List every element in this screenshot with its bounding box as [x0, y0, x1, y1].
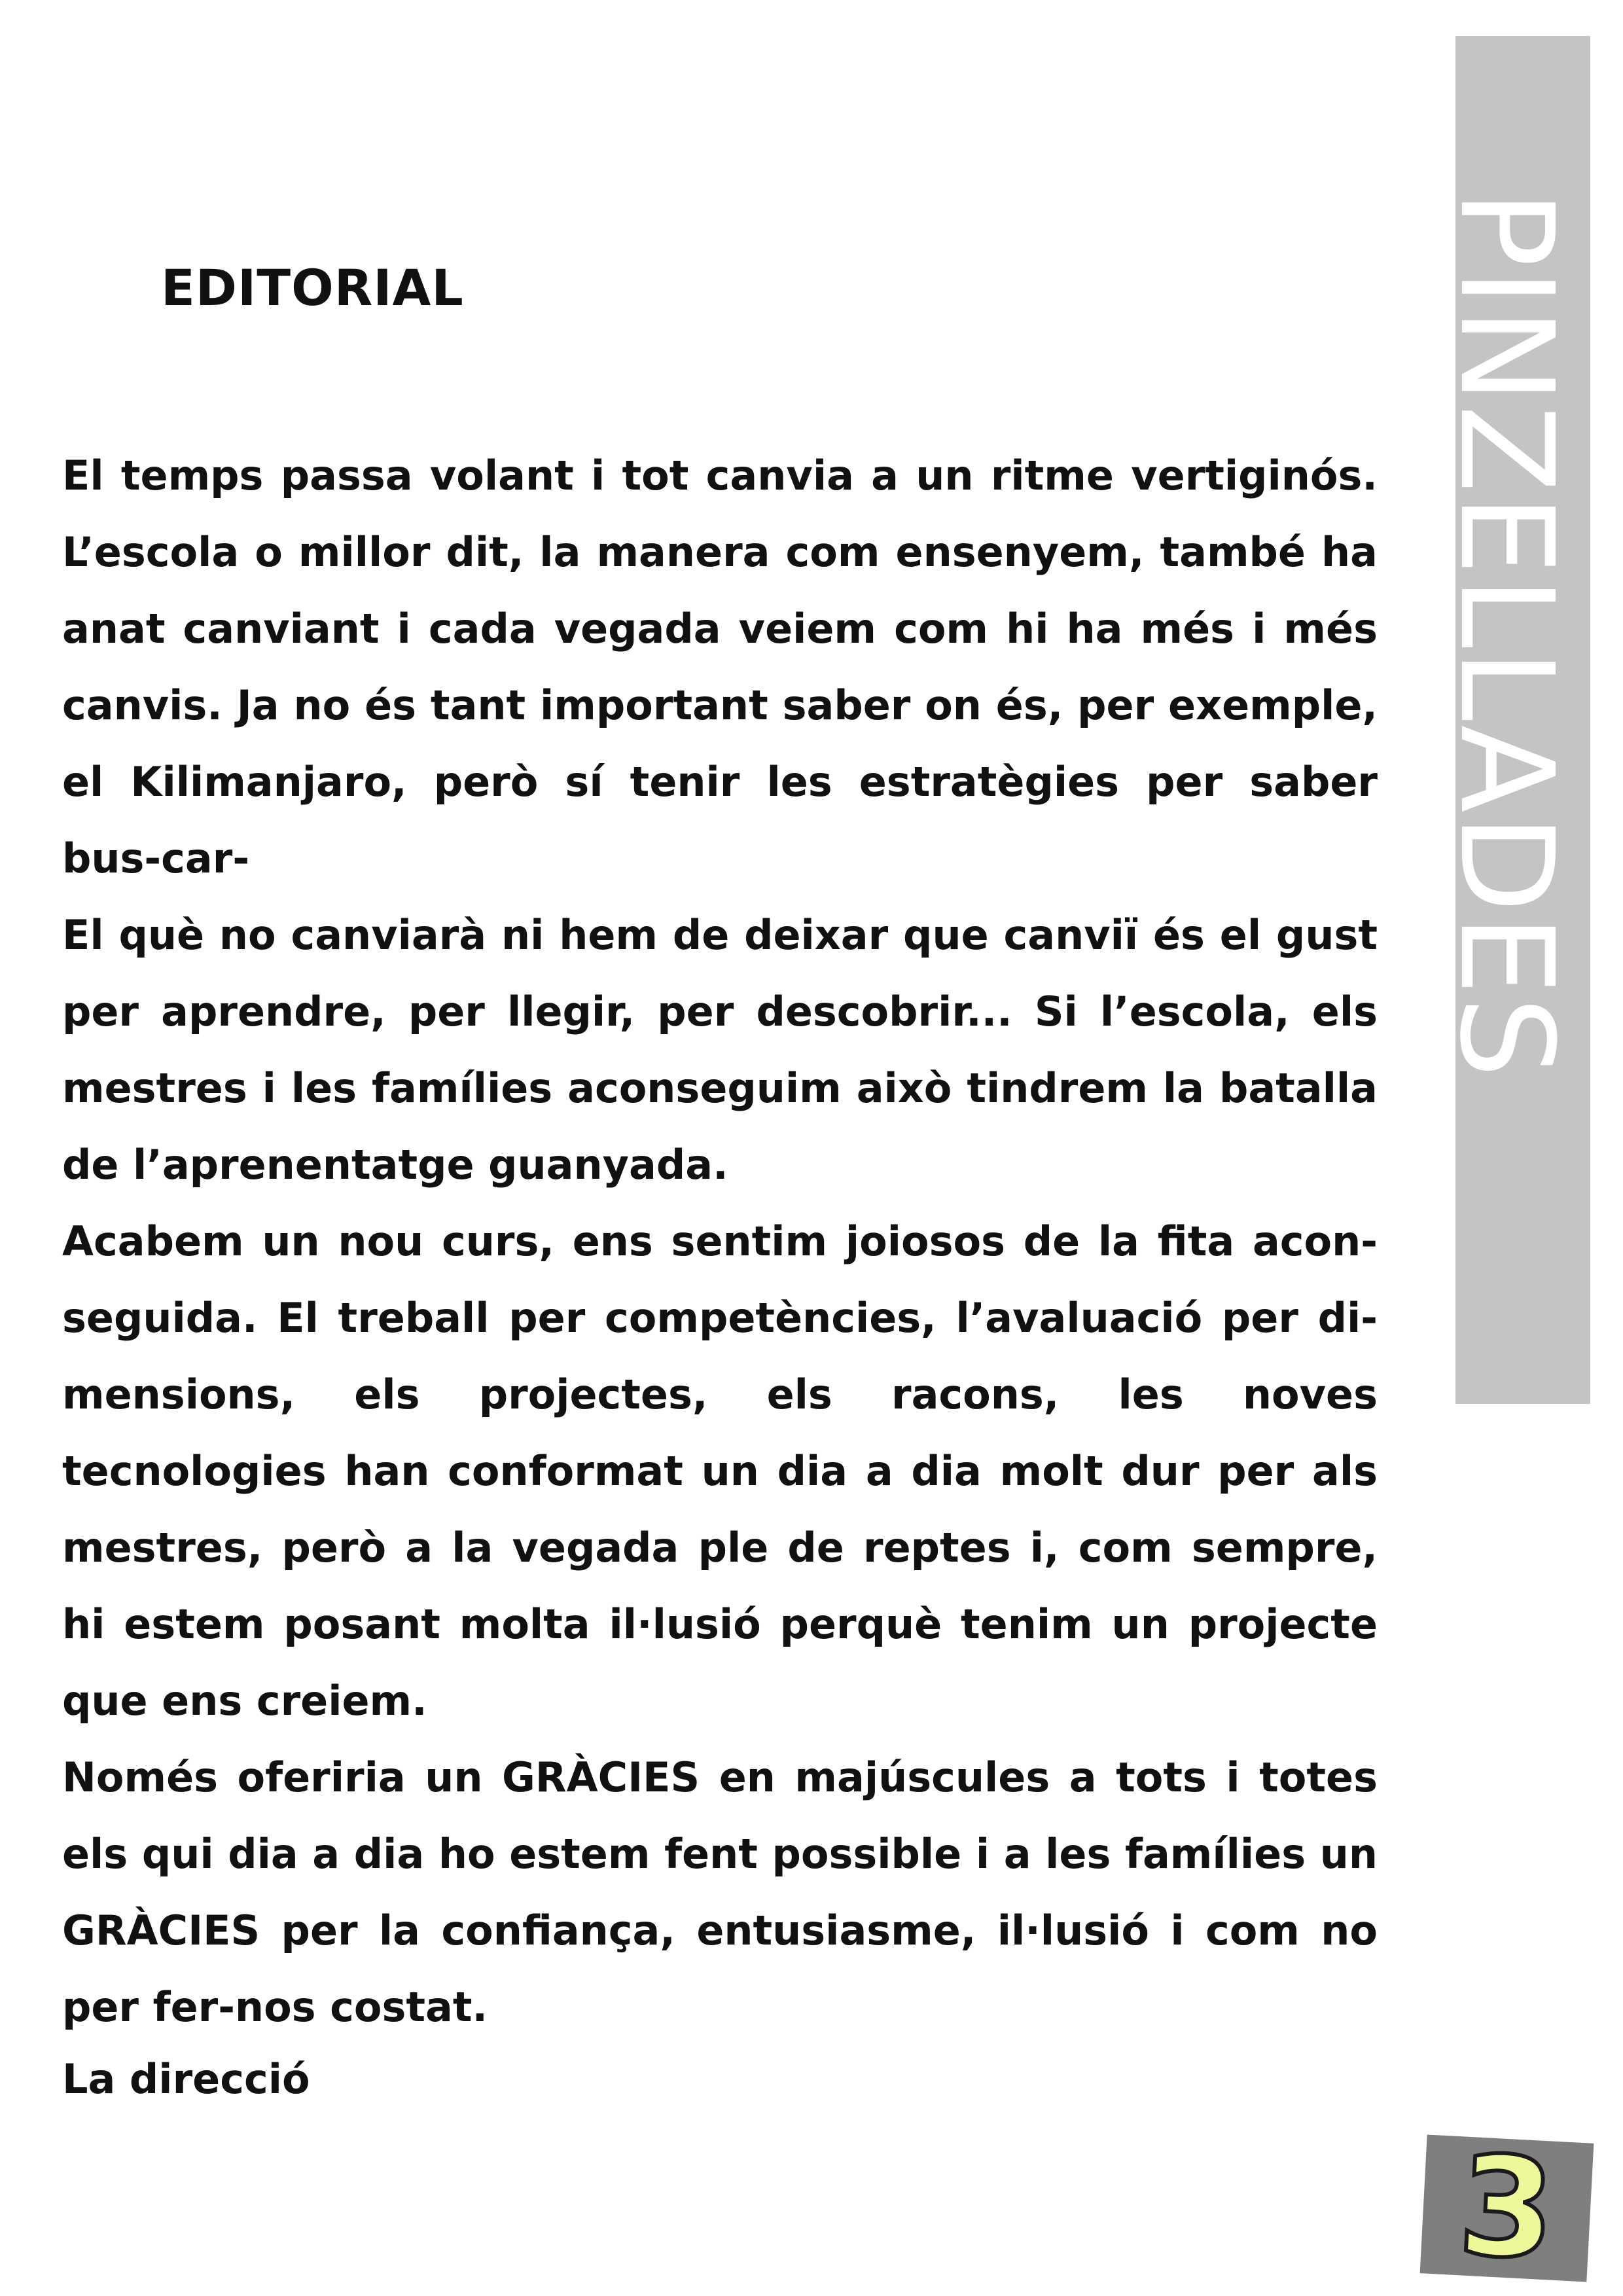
magazine-title: PINZELLADES	[1431, 190, 1580, 1079]
editorial-heading: EDITORIAL	[161, 259, 464, 317]
paragraph: Acabem un nou curs, ens sentim joiosos de la fita acon-seguida. El treball per competències, l’avaluació per di-mensions, els projectes, els racons, les noves tecnologies han conformat un dia a dia molt dur per als mestres, però a la vegada ple de reptes i, com sempre, hi estem posant molta il·lusió perquè tenim un projecte que ens creiem.	[62, 1217, 1378, 1725]
signature: La direcció	[62, 2055, 310, 2103]
page-number: 3	[1455, 2125, 1559, 2291]
paragraph: Només oferiria un GRÀCIES en majúscules a tots i totes els qui dia a dia ho estem fent possible i a les famílies un GRÀCIES per la confiança, entusiasme, il·lusió i com no per fer-nos costat.	[62, 1753, 1378, 2031]
page-number-badge	[1420, 2125, 1594, 2291]
paragraph: El què no canviarà ni hem de deixar que canviï és el gust per aprendre, per llegir, per descobrir... Si l’escola, els mestres i les famílies aconseguim això tindrem la batalla de l’aprenentatge guanyada.	[62, 911, 1378, 1189]
editorial-body	[62, 437, 1378, 2045]
side-banner	[1431, 36, 1590, 1404]
paragraph: El temps passa volant i tot canvia a un ritme vertiginós. L’escola o millor dit, la manera com ensenyem, també ha anat canviant i cada vegada veiem com hi ha més i més canvis. Ja no és tant important saber on és, per exemple, el Kilimanjaro, però sí tenir les estratègies per saber bus-car-	[62, 452, 1378, 882]
